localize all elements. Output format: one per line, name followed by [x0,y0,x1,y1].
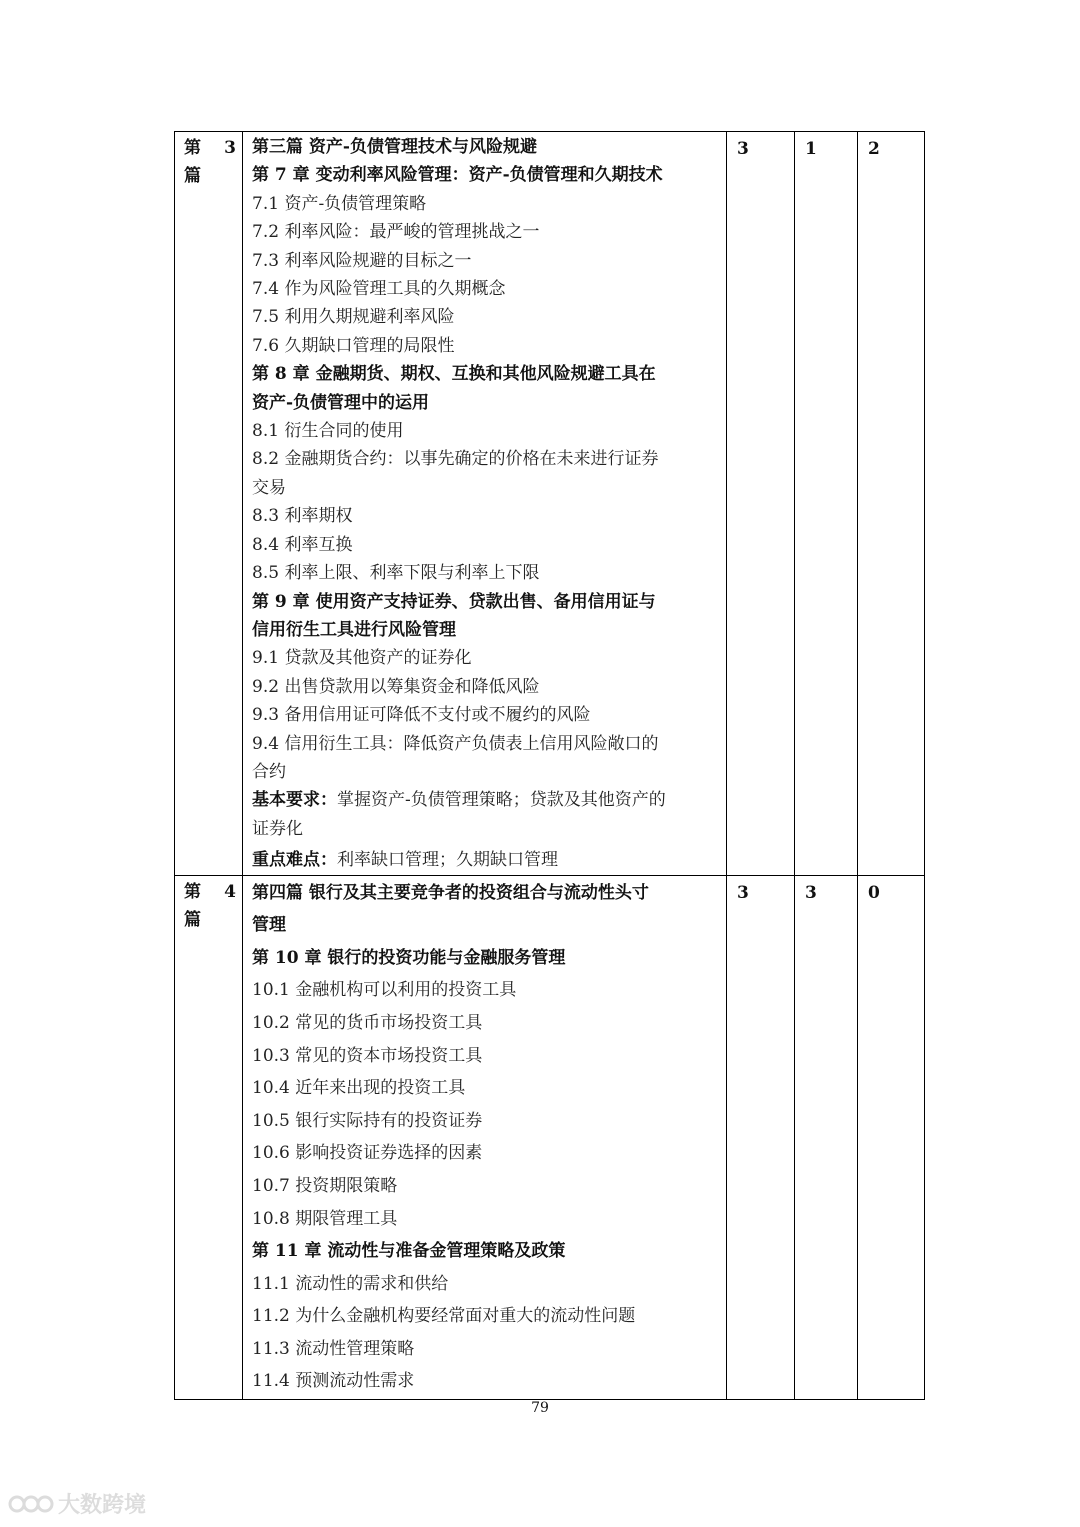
part3-requirement-cont: 证券化 [252,818,303,839]
part3-col3: 3 [727,132,795,876]
page-number: 79 [531,1400,549,1416]
part4-col5: 0 [858,875,925,1399]
part4-col4: 3 [795,875,858,1399]
part3-lines [252,133,720,786]
section-item: 9.1 贷款及其他资产的证券化 [252,648,472,669]
section-item: 8.3 利率期权 [252,506,353,527]
part4-lines [252,877,720,1399]
section-item: 10.7 投资期限策略 [252,1175,398,1196]
syllabus-table [174,131,925,1400]
part4-label-pian: 篇 [184,909,201,930]
part3-label-pian: 篇 [184,166,201,186]
section-item: 11.3 流动性管理策略 [252,1338,415,1359]
chapter-heading: 资产-负债管理中的运用 [252,392,430,413]
section-item: 7.1 资产-负债管理策略 [252,193,427,214]
part3-difficulty-label: 重点难点： [252,850,337,871]
section-item: 7.3 利率风险规避的目标之一 [252,250,472,271]
section-item: 7.5 利用久期规避利率风险 [252,307,455,328]
part4-content-cell [243,875,727,1399]
chapter-heading: 第 7 章 变动利率风险管理：资产-负债管理和久期技术 [252,165,663,186]
part3-difficulty-text: 利率缺口管理；久期缺口管理 [337,850,558,871]
section-item: 10.2 常见的货币市场投资工具 [252,1012,483,1033]
section-item: 10.3 常见的资本市场投资工具 [252,1045,483,1066]
section-item: 10.8 期限管理工具 [252,1208,398,1229]
section-item: 10.6 影响投资证券选择的因素 [252,1143,483,1164]
section-item: 8.5 利率上限、利率下限与利率上下限 [252,563,540,584]
section-item: 7.6 久期缺口管理的局限性 [252,335,455,356]
table-row-part4 [175,875,925,1399]
section-item: 交易 [252,477,286,498]
chapter-heading: 第 9 章 使用资产支持证券、贷款出售、备用信用证与 [252,591,656,612]
section-item: 11.1 流动性的需求和供给 [252,1273,449,1294]
chapter-heading: 第四篇 银行及其主要竞争者的投资组合与流动性头寸 [252,882,649,903]
part3-col4: 1 [795,132,858,876]
part4-col3: 3 [727,875,795,1399]
chapter-heading: 管理 [252,915,286,936]
chapter-heading: 信用衍生工具进行风险管理 [252,619,456,640]
section-item: 8.1 衍生合同的使用 [252,421,404,442]
part4-label-di: 第 [184,881,201,902]
part3-requirement [252,786,720,814]
part3-difficulty [252,846,720,874]
table-row-part3 [175,132,925,876]
watermark [8,1488,146,1519]
part4-label-num: 4 [224,881,236,902]
part3-label-num: 3 [224,138,236,158]
section-item: 合约 [252,761,286,782]
section-item: 11.2 为什么金融机构要经常面对重大的流动性问题 [252,1306,636,1327]
section-item: 10.4 近年来出现的投资工具 [252,1078,466,1099]
part3-label-cell [175,132,243,876]
section-item: 8.4 利率互换 [252,534,353,555]
chapter-heading: 第 11 章 流动性与准备金管理策略及政策 [252,1241,566,1262]
section-item: 11.4 预测流动性需求 [252,1371,415,1392]
section-item: 9.3 备用信用证可降低不支付或不履约的风险 [252,705,591,726]
chapter-heading: 第三篇 资产-负债管理技术与风险规避 [252,137,537,157]
part3-requirement-label: 基本要求： [252,790,337,811]
part4-label-cell [175,875,243,1399]
part3-requirement-text: 掌握资产-负债管理策略；贷款及其他资产的 [337,790,666,811]
section-item: 9.4 信用衍生工具：降低资产负债表上信用风险敞口的 [252,733,659,754]
section-item: 7.4 作为风险管理工具的久期概念 [252,279,506,300]
watermark-logo-icon [8,1491,54,1517]
part3-col5: 2 [858,132,925,876]
chapter-heading: 第 8 章 金融期货、期权、互换和其他风险规避工具在 [252,364,656,385]
section-item: 9.2 出售贷款用以筹集资金和降低风险 [252,676,540,697]
section-item: 10.5 银行实际持有的投资证券 [252,1110,483,1131]
section-item: 10.1 金融机构可以利用的投资工具 [252,980,517,1001]
chapter-heading: 第 10 章 银行的投资功能与金融服务管理 [252,947,566,968]
watermark-text: 大数跨境 [58,1493,147,1518]
section-item: 8.2 金融期货合约：以事先确定的价格在未来进行证券 [252,449,659,470]
part3-label-di: 第 [184,138,201,158]
section-item: 7.2 利率风险：最严峻的管理挑战之一 [252,222,540,243]
part3-content-cell [243,132,727,876]
